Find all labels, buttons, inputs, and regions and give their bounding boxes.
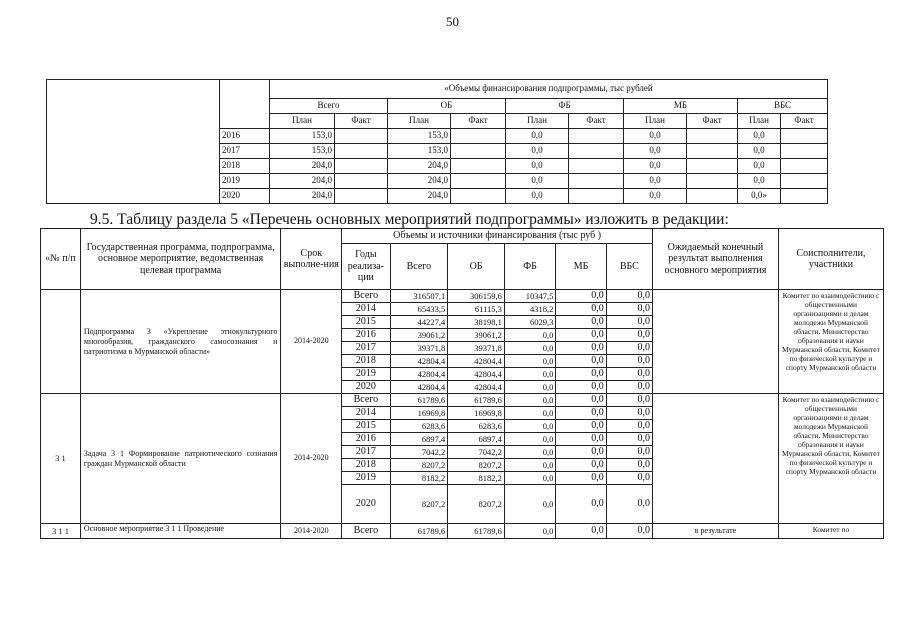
top-row-value (781, 174, 828, 189)
top-row-year: 2017 (220, 144, 270, 159)
header-executors: Соисполнители, участники (778, 229, 883, 290)
top-row-value: 0,0 (624, 189, 687, 204)
top-row-value: 153,0 (388, 129, 451, 144)
top-row-value: 0,0 (506, 189, 569, 204)
top-row-value: 0,0 (506, 129, 569, 144)
top-row-value: 0,0 (506, 159, 569, 174)
funding-ob: 42804,4 (448, 355, 505, 368)
funding-total: 6897,4 (390, 433, 448, 446)
header-funding: Объемы и источники финансирования (тыс руб ) (342, 229, 653, 244)
funding-year: 2017 (342, 342, 390, 355)
funding-total: 42804,4 (390, 355, 448, 368)
top-row-value (451, 159, 506, 174)
funding-vbs: 0,0 (606, 472, 652, 485)
top-row-value (335, 174, 388, 189)
funding-fb: 0,0 (504, 342, 555, 355)
funding-ob: 39061,2 (448, 329, 505, 342)
top-table-blank-cell (47, 80, 220, 204)
funding-year: 2019 (342, 472, 390, 485)
header-ob: ОБ (448, 244, 505, 290)
funding-mb: 0,0 (556, 290, 606, 303)
funding-fb: 0,0 (504, 472, 555, 485)
top-row-value: 153,0 (270, 144, 335, 159)
funding-vbs: 0,0 (606, 446, 652, 459)
funding-total: 7042,2 (390, 446, 448, 459)
funding-ob: 7042,2 (448, 446, 505, 459)
top-row-year: 2016 (220, 129, 270, 144)
header-term: Срок выполне-ния (281, 229, 342, 290)
top-group-header: МБ (624, 99, 738, 114)
top-row-value (451, 144, 506, 159)
funding-vbs: 0,0 (606, 420, 652, 433)
top-row-value: 204,0 (270, 189, 335, 204)
top-row-value (451, 189, 506, 204)
funding-fb: 6029,3 (504, 316, 555, 329)
header-vbs: ВБС (606, 244, 652, 290)
funding-fb: 0,0 (504, 485, 555, 524)
top-row-value: 0,0 (738, 174, 781, 189)
header-total: Всего (390, 244, 448, 290)
funding-ob: 42804,4 (448, 381, 505, 394)
funding-fb: 0,0 (504, 420, 555, 433)
funding-ob: 42804,4 (448, 368, 505, 381)
funding-fb: 0,0 (504, 433, 555, 446)
main-activities-table (40, 228, 884, 539)
funding-fb: 10347,5 (504, 290, 555, 303)
funding-fb: 0,0 (504, 407, 555, 420)
top-row-value (451, 174, 506, 189)
top-row-value: 0,0 (738, 159, 781, 174)
funding-mb: 0,0 (556, 303, 606, 316)
top-row-value: 204,0 (388, 159, 451, 174)
funding-year: 2020 (342, 485, 390, 524)
funding-fb: 0,0 (504, 394, 555, 407)
funding-year: 2017 (342, 446, 390, 459)
top-row-value (687, 144, 738, 159)
section-heading: 9.5. Таблицу раздела 5 «Перечень основных мероприятий подпрограммы» изложить в редакции: (90, 211, 729, 228)
funding-vbs: 0,0 (606, 290, 652, 303)
funding-total: 39061,2 (390, 329, 448, 342)
funding-ob: 61789,6 (448, 394, 505, 407)
expected-result (652, 394, 778, 524)
header-program: Государственная программа, подпрограмма, основное мероприятие, ведомственная целевая программа (80, 229, 280, 290)
top-subheader: План (624, 114, 687, 129)
top-row-value: 0,0 (624, 129, 687, 144)
funding-year: 2020 (342, 381, 390, 394)
funding-mb: 0,0 (556, 446, 606, 459)
funding-ob: 61115,3 (448, 303, 505, 316)
funding-total: 16969,8 (390, 407, 448, 420)
activity-term: 2014-2020 (281, 524, 342, 539)
header-fb: ФБ (504, 244, 555, 290)
funding-ob: 8207,2 (448, 459, 505, 472)
funding-total: 316507,1 (390, 290, 448, 303)
top-row-value: 0,0 (624, 144, 687, 159)
top-row-value: 153,0 (388, 144, 451, 159)
top-row-value: 204,0 (270, 159, 335, 174)
funding-vbs: 0,0 (606, 394, 652, 407)
top-row-value (569, 159, 624, 174)
top-row-value: 0,0 (738, 144, 781, 159)
executors: Комитет по взаимодействию с общественными организациями и делам молодежи Мурманской области, Министерство образования и науки Мурманской области, Комитет по физической культуре и спорту Мурманской области (778, 290, 883, 394)
top-row-value (687, 159, 738, 174)
funding-fb: 0,0 (504, 524, 555, 539)
top-table-caption: «Объемы финансирования подпрограммы, тыс рублей (270, 80, 828, 99)
funding-mb: 0,0 (556, 381, 606, 394)
funding-mb: 0,0 (556, 524, 606, 539)
top-row-year: 2019 (220, 174, 270, 189)
top-row-value (687, 189, 738, 204)
header-mb: МБ (556, 244, 606, 290)
activity-name: Задача 3 1 Формирование патриотического сознания граждан Мурманской области (80, 394, 280, 524)
funding-mb: 0,0 (556, 342, 606, 355)
funding-vbs: 0,0 (606, 316, 652, 329)
top-row-value: 0,0 (624, 159, 687, 174)
header-years: Годы реализа-ции (342, 244, 390, 290)
funding-vbs: 0,0 (606, 485, 652, 524)
activity-row (41, 524, 884, 539)
page-number: 50 (446, 14, 459, 29)
row-number: 3 1 (41, 394, 81, 524)
expected-result: в результате (652, 524, 778, 539)
funding-mb: 0,0 (556, 420, 606, 433)
funding-mb: 0,0 (556, 459, 606, 472)
row-number: 3 1 1 (41, 524, 81, 539)
funding-year: 2018 (342, 459, 390, 472)
funding-fb: 0,0 (504, 459, 555, 472)
activity-term: 2014-2020 (281, 290, 342, 394)
funding-year: 2014 (342, 303, 390, 316)
top-subheader: Факт (781, 114, 828, 129)
row-number (41, 290, 81, 394)
executors: Комитет по взаимодействию с общественными организациями и делам молодежи Мурманской области, Министерство образования и науки Мурманской области, Комитет по физической культуре и спорту Мурманской области (778, 394, 883, 524)
funding-total: 42804,4 (390, 381, 448, 394)
top-row-value (569, 174, 624, 189)
funding-year: 2014 (342, 407, 390, 420)
funding-total: 8207,2 (390, 459, 448, 472)
funding-vbs: 0,0 (606, 407, 652, 420)
funding-fb: 0,0 (504, 355, 555, 368)
funding-vbs: 0,0 (606, 433, 652, 446)
expected-result (652, 290, 778, 394)
funding-fb: 0,0 (504, 368, 555, 381)
top-row-value (781, 159, 828, 174)
funding-total: 44227,4 (390, 316, 448, 329)
top-row-value (335, 129, 388, 144)
top-group-header: ОБ (388, 99, 506, 114)
funding-total: 8207,2 (390, 485, 448, 524)
funding-vbs: 0,0 (606, 342, 652, 355)
top-row-value (569, 129, 624, 144)
funding-mb: 0,0 (556, 407, 606, 420)
top-row-value (687, 174, 738, 189)
top-row-value: 0,0 (506, 174, 569, 189)
top-subheader: Факт (569, 114, 624, 129)
top-subheader: План (738, 114, 781, 129)
activity-term: 2014-2020 (281, 394, 342, 524)
top-row-year: 2018 (220, 159, 270, 174)
funding-ob: 8182,2 (448, 472, 505, 485)
funding-ob: 38198,1 (448, 316, 505, 329)
funding-mb: 0,0 (556, 355, 606, 368)
top-row-value: 0,0» (738, 189, 781, 204)
funding-mb: 0,0 (556, 485, 606, 524)
funding-year: 2015 (342, 420, 390, 433)
funding-mb: 0,0 (556, 472, 606, 485)
funding-mb: 0,0 (556, 316, 606, 329)
top-group-header: ФБ (506, 99, 624, 114)
top-row-value (687, 129, 738, 144)
funding-ob: 8207,2 (448, 485, 505, 524)
top-row-value (781, 189, 828, 204)
funding-vbs: 0,0 (606, 329, 652, 342)
top-row-value (781, 129, 828, 144)
funding-mb: 0,0 (556, 394, 606, 407)
top-row-value: 0,0 (738, 129, 781, 144)
header-number: «№ п/п (41, 229, 81, 290)
top-row-value (781, 144, 828, 159)
funding-mb: 0,0 (556, 433, 606, 446)
funding-year: 2018 (342, 355, 390, 368)
activity-row (41, 290, 884, 303)
funding-ob: 16969,8 (448, 407, 505, 420)
top-row-value (335, 159, 388, 174)
top-row-value: 0,0 (506, 144, 569, 159)
top-row-value: 0,0 (624, 174, 687, 189)
top-subheader: Факт (335, 114, 388, 129)
funding-year: Всего (342, 524, 390, 539)
funding-vbs: 0,0 (606, 303, 652, 316)
funding-total: 65433,5 (390, 303, 448, 316)
funding-year: 2016 (342, 433, 390, 446)
top-row-value (569, 189, 624, 204)
top-group-header: Всего (270, 99, 388, 114)
funding-vbs: 0,0 (606, 368, 652, 381)
funding-vbs: 0,0 (606, 355, 652, 368)
funding-vbs: 0,0 (606, 524, 652, 539)
funding-year: 2015 (342, 316, 390, 329)
top-subheader: Факт (687, 114, 738, 129)
top-table-year-header (220, 80, 270, 129)
top-row-value (335, 189, 388, 204)
funding-mb: 0,0 (556, 329, 606, 342)
funding-total: 6283,6 (390, 420, 448, 433)
activity-row (41, 394, 884, 407)
funding-fb: 0,0 (504, 381, 555, 394)
activity-name: Основное мероприятие 3 1 1 Проведение (80, 524, 280, 539)
funding-ob: 6897,4 (448, 433, 505, 446)
funding-year: Всего (342, 394, 390, 407)
top-subheader: План (506, 114, 569, 129)
top-row-value (335, 144, 388, 159)
funding-vbs: 0,0 (606, 381, 652, 394)
funding-year: 2016 (342, 329, 390, 342)
funding-volume-table (46, 79, 828, 204)
top-subheader: План (388, 114, 451, 129)
funding-total: 61789,6 (390, 524, 448, 539)
activity-name: Подпрограмма 3 «Укрепление этнокультурного многообразия, гражданского самосознания и патриотизма в Мурманской области» (80, 290, 280, 394)
funding-mb: 0,0 (556, 368, 606, 381)
funding-ob: 61789,6 (448, 524, 505, 539)
funding-total: 39371,8 (390, 342, 448, 355)
header-result: Ожидаемый конечный результат выполнения основного мероприятия (652, 229, 778, 290)
top-row-value: 204,0 (388, 174, 451, 189)
top-subheader: План (270, 114, 335, 129)
funding-year: 2019 (342, 368, 390, 381)
top-row-year: 2020 (220, 189, 270, 204)
top-row-value: 153,0 (270, 129, 335, 144)
funding-fb: 0,0 (504, 446, 555, 459)
funding-total: 8182,2 (390, 472, 448, 485)
funding-fb: 4318,2 (504, 303, 555, 316)
funding-vbs: 0,0 (606, 459, 652, 472)
top-row-value: 204,0 (388, 189, 451, 204)
top-row-value: 204,0 (270, 174, 335, 189)
funding-ob: 6283,6 (448, 420, 505, 433)
funding-year: Всего (342, 290, 390, 303)
top-row-value (569, 144, 624, 159)
executors: Комитет по (778, 524, 883, 539)
funding-fb: 0,0 (504, 329, 555, 342)
funding-ob: 39371,8 (448, 342, 505, 355)
funding-ob: 306159,6 (448, 290, 505, 303)
funding-total: 42804,4 (390, 368, 448, 381)
top-row-value (451, 129, 506, 144)
top-subheader: Факт (451, 114, 506, 129)
top-group-header: ВБС (738, 99, 828, 114)
funding-total: 61789,6 (390, 394, 448, 407)
